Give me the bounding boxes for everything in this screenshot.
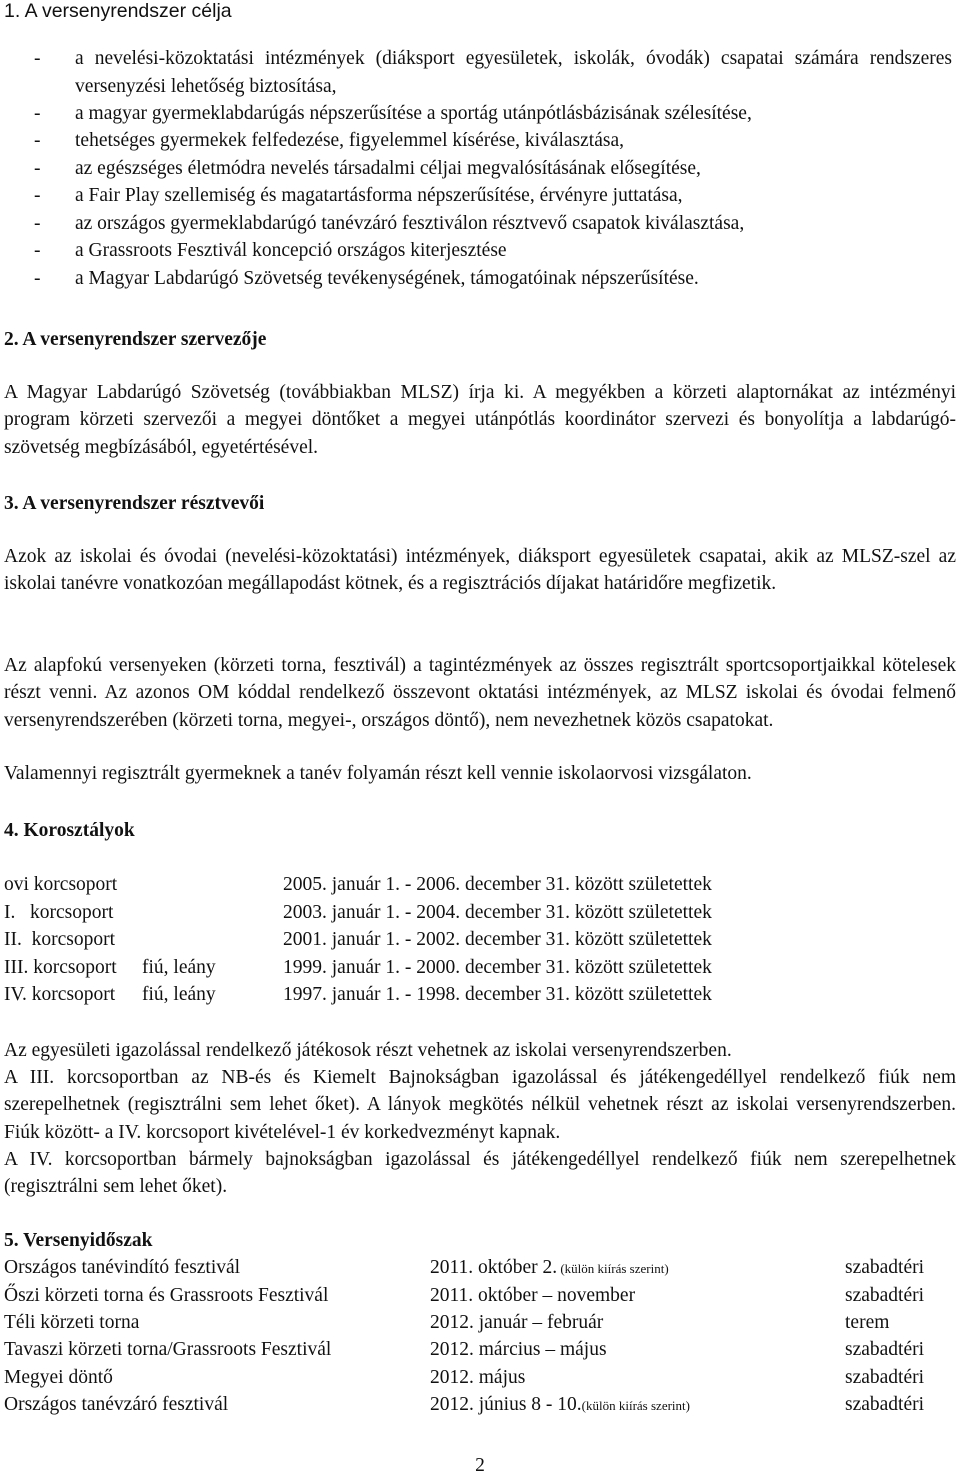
list-item-text: az országos gyermeklabdarúgó tanévzáró fesztiválon résztvevő csapatok kiválasztása, xyxy=(75,213,745,234)
schedule-date xyxy=(430,1391,690,1419)
bullet-dash: - xyxy=(34,103,41,124)
schedule-event: Megyei döntő xyxy=(4,1367,113,1388)
bullet-dash: - xyxy=(34,268,41,289)
section-3-title: 3. A versenyrendszer résztvevői xyxy=(4,493,265,514)
schedule-date: 2011. október – november xyxy=(430,1285,636,1306)
bullet-dash: - xyxy=(34,48,41,69)
schedule-date-text: 2011. október 2. xyxy=(430,1257,558,1278)
section-2-title: 2. A versenyrendszer szervezője xyxy=(4,329,267,350)
list-item-text: tehetséges gyermekek felfedezése, figyelemmel kísérése, kiválasztása, xyxy=(75,130,624,151)
section-3-paragraph-2: Az alapfokú versenyeken (körzeti torna, fesztivál) a tagintézmények az összes regisztrált sportcsoportjaikkal kötelesek részt venni. Az azonos OM kóddal rendelkező összevont oktatási intézmények, az MLSZ iskolai és óvodai felmenő versenyrendszerében (körzeti torna, megyei-, országos döntő), nem nevezhetnek közös csapatokat. xyxy=(4,655,956,731)
age-group-gender: fiú, leány xyxy=(142,957,216,978)
age-group-label: I. korcsoport xyxy=(4,902,114,923)
schedule-venue: szabadtéri xyxy=(845,1257,925,1278)
age-group-label: III. korcsoport xyxy=(4,957,117,978)
page-number: 2 xyxy=(475,1455,485,1476)
age-group-range: 1997. január 1. - 1998. december 31. között születettek xyxy=(283,984,712,1005)
age-group-range: 2001. január 1. - 2002. december 31. között születettek xyxy=(283,929,712,950)
schedule-venue: szabadtéri xyxy=(845,1339,925,1360)
age-group-label: IV. korcsoport xyxy=(4,984,116,1005)
list-item-text: az egészséges életmódra nevelés társadalmi céljai megvalósításának elősegítése, xyxy=(75,158,701,179)
bullet-dash: - xyxy=(34,130,41,151)
bullet-dash: - xyxy=(34,185,41,206)
schedule-venue: szabadtéri xyxy=(845,1285,925,1306)
section-4-paragraph-2: A III. korcsoportban az NB-és és Kiemelt Bajnokságban igazolással és játékengedéllyel rendelkező fiúk nem szerepelhetnek (regisztrálni sem lehet őket). A lányok megkötés nélkül vehetnek részt az iskolai versenyrendszerben. Fiúk között- a IV. korcsoport kivételével-1 év korkedvezményt kapnak. xyxy=(4,1067,956,1143)
schedule-event: Tavaszi körzeti torna/Grassroots Fesztivál xyxy=(4,1339,332,1360)
bullet-dash: - xyxy=(34,240,41,261)
section-4-paragraph-3: A IV. korcsoportban bármely bajnokságban igazolással és játékengedéllyel rendelkező fiúk nem szerepelhetnek (regisztrálni sem lehet őket). xyxy=(4,1149,956,1198)
section-4-paragraph-1: Az egyesületi igazolással rendelkező játékosok részt vehetnek az iskolai versenyrendszerben. xyxy=(4,1040,732,1061)
section-3-paragraph-1: Azok az iskolai és óvodai (nevelési-közoktatási) intézmények, diáksport egyesületek csapatai, akik az MLSZ-szel az iskolai tanévre vonatkozóan megállapodást kötnek, és a regisztrációs díjakat határidőre megfizetik. xyxy=(4,546,956,595)
age-group-range: 2003. január 1. - 2004. december 31. között születettek xyxy=(283,902,712,923)
schedule-venue: terem xyxy=(845,1312,890,1333)
bullet-dash: - xyxy=(34,158,41,179)
list-item-text: a nevelési-közoktatási intézmények (diáksport egyesületek, iskolák, óvodák) csapatai számára rendszeres versenyzési lehetőség biztosítása, xyxy=(75,48,952,97)
section-1-title: 1. A versenyrendszer célja xyxy=(4,0,232,22)
schedule-note: (külön kiírás szerint) xyxy=(557,1261,669,1276)
schedule-event: Országos tanévzáró fesztivál xyxy=(4,1394,229,1415)
age-group-gender: fiú, leány xyxy=(142,984,216,1005)
bullet-dash: - xyxy=(34,213,41,234)
schedule-date: 2012. március – május xyxy=(430,1339,607,1360)
section-4-title: 4. Korosztályok xyxy=(4,820,135,841)
schedule-date-text: 2012. június 8 - 10. xyxy=(430,1394,582,1415)
list-item-text: a Magyar Labdarúgó Szövetség tevékenységének, támogatóinak népszerűsítése. xyxy=(75,268,699,289)
schedule-date: 2012. május xyxy=(430,1367,526,1388)
age-group-label: ovi korcsoport xyxy=(4,874,118,895)
schedule-date: 2012. január – február xyxy=(430,1312,604,1333)
schedule-venue: szabadtéri xyxy=(845,1394,925,1415)
schedule-event: Őszi körzeti torna és Grassroots Fesztivál xyxy=(4,1285,329,1306)
section-2-paragraph: A Magyar Labdarúgó Szövetség (továbbiakban MLSZ) írja ki. A megyékben a körzeti alaptornákat az intézményi program körzeti szervezői a megyei döntőket a megyei utánpótlás koordinátor szervezi és bonyolítja a labdarúgó-szövetség megbízásából, egyetértésével. xyxy=(4,382,956,458)
schedule-event: Téli körzeti torna xyxy=(4,1312,140,1333)
section-5-title: 5. Versenyidőszak xyxy=(4,1230,153,1251)
list-item-text: a Grassroots Fesztivál koncepció országos kiterjesztése xyxy=(75,240,507,261)
age-group-range: 2005. január 1. - 2006. december 31. között születettek xyxy=(283,874,712,895)
schedule-note: (külön kiírás szerint) xyxy=(581,1398,690,1413)
list-item-text: a Fair Play szellemiség és magatartásforma népszerűsítése, érvényre juttatása, xyxy=(75,185,683,206)
list-item-text: a magyar gyermeklabdarúgás népszerűsítése a sportág utánpótlásbázisának szélesítése, xyxy=(75,103,752,124)
age-group-label: II. korcsoport xyxy=(4,929,116,950)
schedule-date xyxy=(430,1254,669,1282)
age-group-range: 1999. január 1. - 2000. december 31. között születettek xyxy=(283,957,712,978)
schedule-event: Országos tanévindító fesztivál xyxy=(4,1257,241,1278)
schedule-venue: szabadtéri xyxy=(845,1367,925,1388)
section-3-paragraph-3: Valamennyi regisztrált gyermeknek a tanév folyamán részt kell vennie iskolaorvosi vizsgálaton. xyxy=(4,763,752,784)
